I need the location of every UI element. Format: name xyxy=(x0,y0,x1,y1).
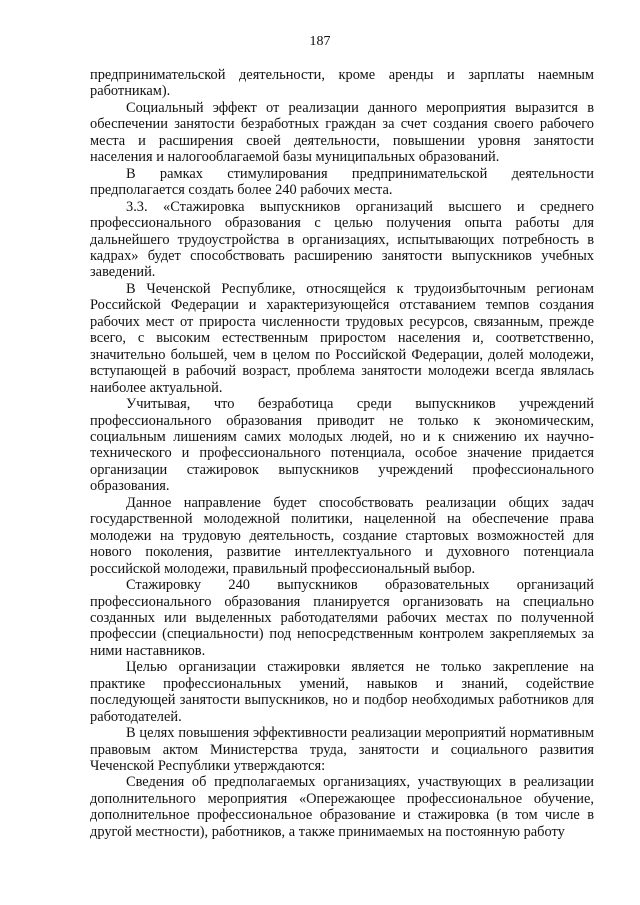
paragraph-unemployment: Учитывая, что безработица среди выпускников учреждений профессионального образования приводит не только к экономическим, социальным лишениям самих молодых людей, но и к снижению их научно-технического и профессионального потенциала, особое значение придается организации стажировок выпускников учреждений профессионального образования. xyxy=(90,396,594,495)
paragraph-internship-goal: Целью организации стажировки является не только закрепление на практике профессиональных умений, навыков и знаний, содействие последующей занятости выпускников, но и подбор необходимых работников для работодателей. xyxy=(90,659,594,725)
paragraph-information: Сведения об предполагаемых организациях, участвующих в реализации дополнительного мероприятия «Опережающее профессиональное обучение, дополнительное профессиональное образование и стажировка (в том числе в другой местности), работников, а также принимаемых на постоянную работу xyxy=(90,774,594,840)
paragraph-continuation: предпринимательской деятельности, кроме аренды и зарплаты наемным работникам). xyxy=(90,67,594,100)
paragraph-chechen-republic: В Чеченской Республике, относящейся к трудоизбыточным регионам Российской Федерации и характеризующейся отставанием темпов создания рабочих мест от прироста численности трудовых ресурсов, связанным, прежде всего, с высоким естественным приростом населения и, соответственно, значительно большей, чем в целом по Российской Федерации, долей молодежи, вступающей в рабочий возраст, проблема занятости молодежи всегда являлась наиболее актуальной. xyxy=(90,280,594,396)
paragraph-efficiency: В целях повышения эффективности реализации мероприятий нормативным правовым актом Министерства труда, занятости и социального развития Чеченской Республики утверждаются: xyxy=(90,725,594,775)
paragraph-section-3-3: 3.3. «Стажировка выпускников организаций высшего и среднего профессионального образования с целью получения опыта работы для дальнейшего трудоустройства в организациях, испытывающих потребность в кадрах» будет способствовать расширению занятости выпускников учебных заведений. xyxy=(90,198,594,281)
page-number: 187 xyxy=(309,34,331,49)
paragraph-social-effect: Социальный эффект от реализации данного мероприятия выразится в обеспечении занятости безработных граждан за счет создания своего рабочего места и расширения своей деятельности, повышении уровня занятости населения и налогооблагаемой базы муниципальных образований. xyxy=(90,99,594,166)
paragraph-direction: Данное направление будет способствовать реализации общих задач государственной молодежной политики, нацеленной на обеспечение права молодежи на трудовую деятельность, создание стартовых возможностей для нового поколения, развитие интеллектуального и духовного потенциала российской молодежи, правильный профессиональный выбор. xyxy=(90,494,594,577)
body-text xyxy=(90,67,594,840)
paragraph-internship-240: Стажировку 240 выпускников образовательных организаций профессионального образования планируется организовать на специально созданных или выделенных работодателями рабочих местах по полученной профессии (специальности) под непосредственным контролем закрепляемых за ними наставников. xyxy=(90,577,594,659)
paragraph-jobs-created: В рамках стимулирования предпринимательской деятельности предполагается создать более 240 рабочих места. xyxy=(90,165,594,199)
